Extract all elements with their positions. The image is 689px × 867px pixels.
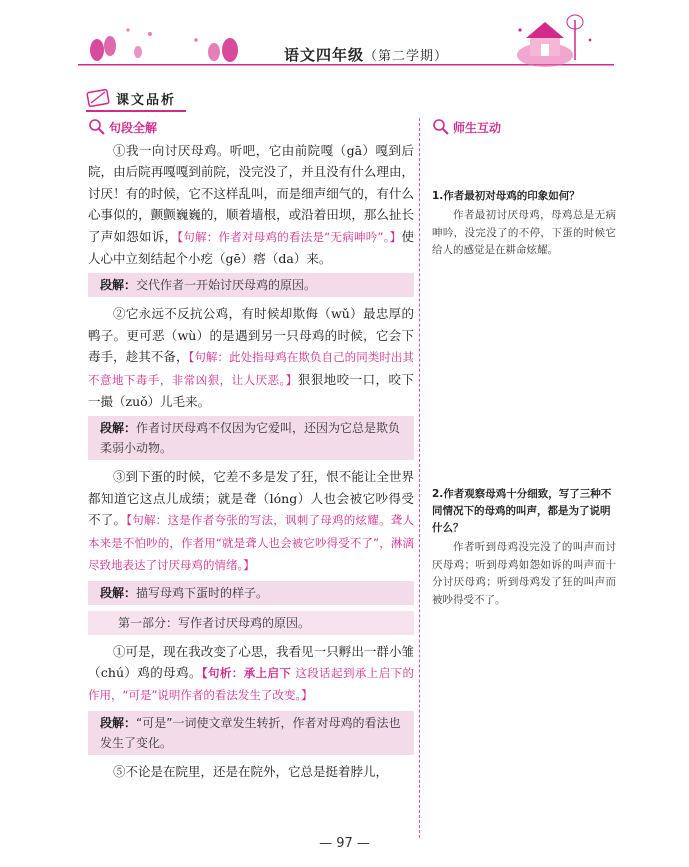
note-label: 段解： xyxy=(100,585,137,600)
right-column-heading xyxy=(432,118,501,136)
paragraph-5: ⑤不论是在院里，还是在院外，它总是挺着脖儿， xyxy=(113,763,389,779)
part-summary-text: 第一部分：写作者讨厌母鸡的原因。 xyxy=(118,615,311,630)
paragraph-note-box xyxy=(88,581,414,605)
pen-icon xyxy=(86,87,112,109)
page-header xyxy=(0,0,689,78)
section-underline xyxy=(86,110,186,112)
sprout-icon xyxy=(90,28,238,62)
header-decoration xyxy=(0,0,689,78)
note-text: 交代作者一开始讨厌母鸡的原因。 xyxy=(136,278,317,293)
section-tag xyxy=(86,86,176,110)
text-run: ②它永远不反抗公鸡，有时候却欺侮（wǔ）最忠厚的鸭子。更可恶（wù）的是遇到另一只母鸡的时候，它会下毒手，趁其不备， xyxy=(88,306,414,365)
left-column-heading xyxy=(88,118,157,136)
magnifier-icon xyxy=(88,118,106,136)
page-number: — 97 — xyxy=(319,836,370,851)
part-summary-box xyxy=(88,611,414,635)
question-text: 2.作者观察母鸡十分细致，写了三种不同情况下的母鸡的叫声，都是为了说明什么？ xyxy=(432,488,612,534)
question-text: 1.作者最初对母鸡的印象如何？ xyxy=(432,190,580,202)
note-label: 段解： xyxy=(100,421,137,436)
paragraph-note-box xyxy=(88,416,414,460)
text-run: ③到下蛋的时候，它差不多是发了狂，恨不能让全世界都知道它这点儿成绩；就是聋（lóng）人也会被它吵得受不了。 xyxy=(88,469,414,528)
note-label: 段解： xyxy=(100,278,137,293)
note-text: 作者讨厌母鸡不仅因为它爱叫，还因为它总是欺负柔弱小动物。 xyxy=(100,421,401,456)
answer-text: 作者听到母鸡没完没了的叫声而讨厌母鸡；听到母鸡如怨如诉的叫声而十分讨厌母鸡；听到母鸡发了狂的叫声而被吵得受不了。 xyxy=(432,541,616,606)
paragraph-4 xyxy=(88,641,414,755)
text-run: ①可是，现在我改变了心思，我看见一只孵出一群小雏（chú）鸡的母鸡。 xyxy=(88,643,414,680)
sentence-note: 【句解：作者对母鸡的看法是“无病呻吟”。】 xyxy=(177,229,402,244)
note-text: “可是”一词使文章发生转折，作者对母鸡的看法也发生了变化。 xyxy=(100,715,401,750)
answer-text: 作者最初讨厌母鸡，母鸡总是无病呻吟，没完没了的不停，下蛋的时候它给人的感觉是在耕命炫耀。 xyxy=(432,209,616,256)
paragraph-note-box xyxy=(88,273,414,297)
paragraph-3 xyxy=(88,466,414,604)
main-text-column xyxy=(88,140,414,782)
book-title xyxy=(284,44,448,65)
column-divider xyxy=(419,118,420,838)
paragraph-1 xyxy=(88,140,414,297)
qa-item-2 xyxy=(432,486,616,609)
section-label: 课文品析 xyxy=(116,92,177,108)
sentence-analysis-tag: 【句析：承上启下 xyxy=(201,665,292,680)
book-title-text: 语文四年级 xyxy=(284,46,365,64)
magnifier-icon xyxy=(432,118,450,136)
house-icon xyxy=(517,15,591,67)
left-heading-text: 句段全解 xyxy=(109,120,158,135)
note-text: 描写母鸡下蛋时的样子。 xyxy=(136,585,269,600)
sentence-note: 【句解：此处指母鸡在欺负自己的同类时出其不意地下毒手，非常凶狠，让人厌恶。】 xyxy=(88,350,414,387)
note-label: 段解： xyxy=(100,715,137,730)
text-run: 狠狠地咬一口，咬下一撮（zuǒ）儿毛来。 xyxy=(88,371,414,410)
sentence-note: 【句解：这是作者夸张的写法，讽刺了母鸡的炫耀。聋人本来是不怕吵的，作者用“就是聋人也会被它吵得受不了”，淋漓尽致地表达了讨厌母鸡的情绪。】 xyxy=(88,513,414,573)
sentence-note: 这段话起到承上启下的作用，“可是”说明作者的看法发生了改变。】 xyxy=(88,665,414,703)
qa-item-1 xyxy=(432,188,616,260)
paragraph-note-box xyxy=(88,711,414,755)
text-run: 使人心中立刻结起个小疙（gē）瘩（da）来。 xyxy=(88,228,414,267)
right-heading-text: 师生互动 xyxy=(453,120,502,135)
text-run: ①我一向讨厌母鸡。听吧，它由前院嘎（gā）嘎到后院，由后院再嘎嘎到前院，没完没了，并且没有什么理由，讨厌！有的时候，它不这样乱叫，而是细声细气的，有什么心事似的，颤颤巍巍的，顺着墙根，或沿着田坝，那么扯长了声如怨如诉， xyxy=(88,143,414,244)
paragraph-2 xyxy=(88,303,414,460)
book-subtitle: （第二学期） xyxy=(364,49,449,64)
